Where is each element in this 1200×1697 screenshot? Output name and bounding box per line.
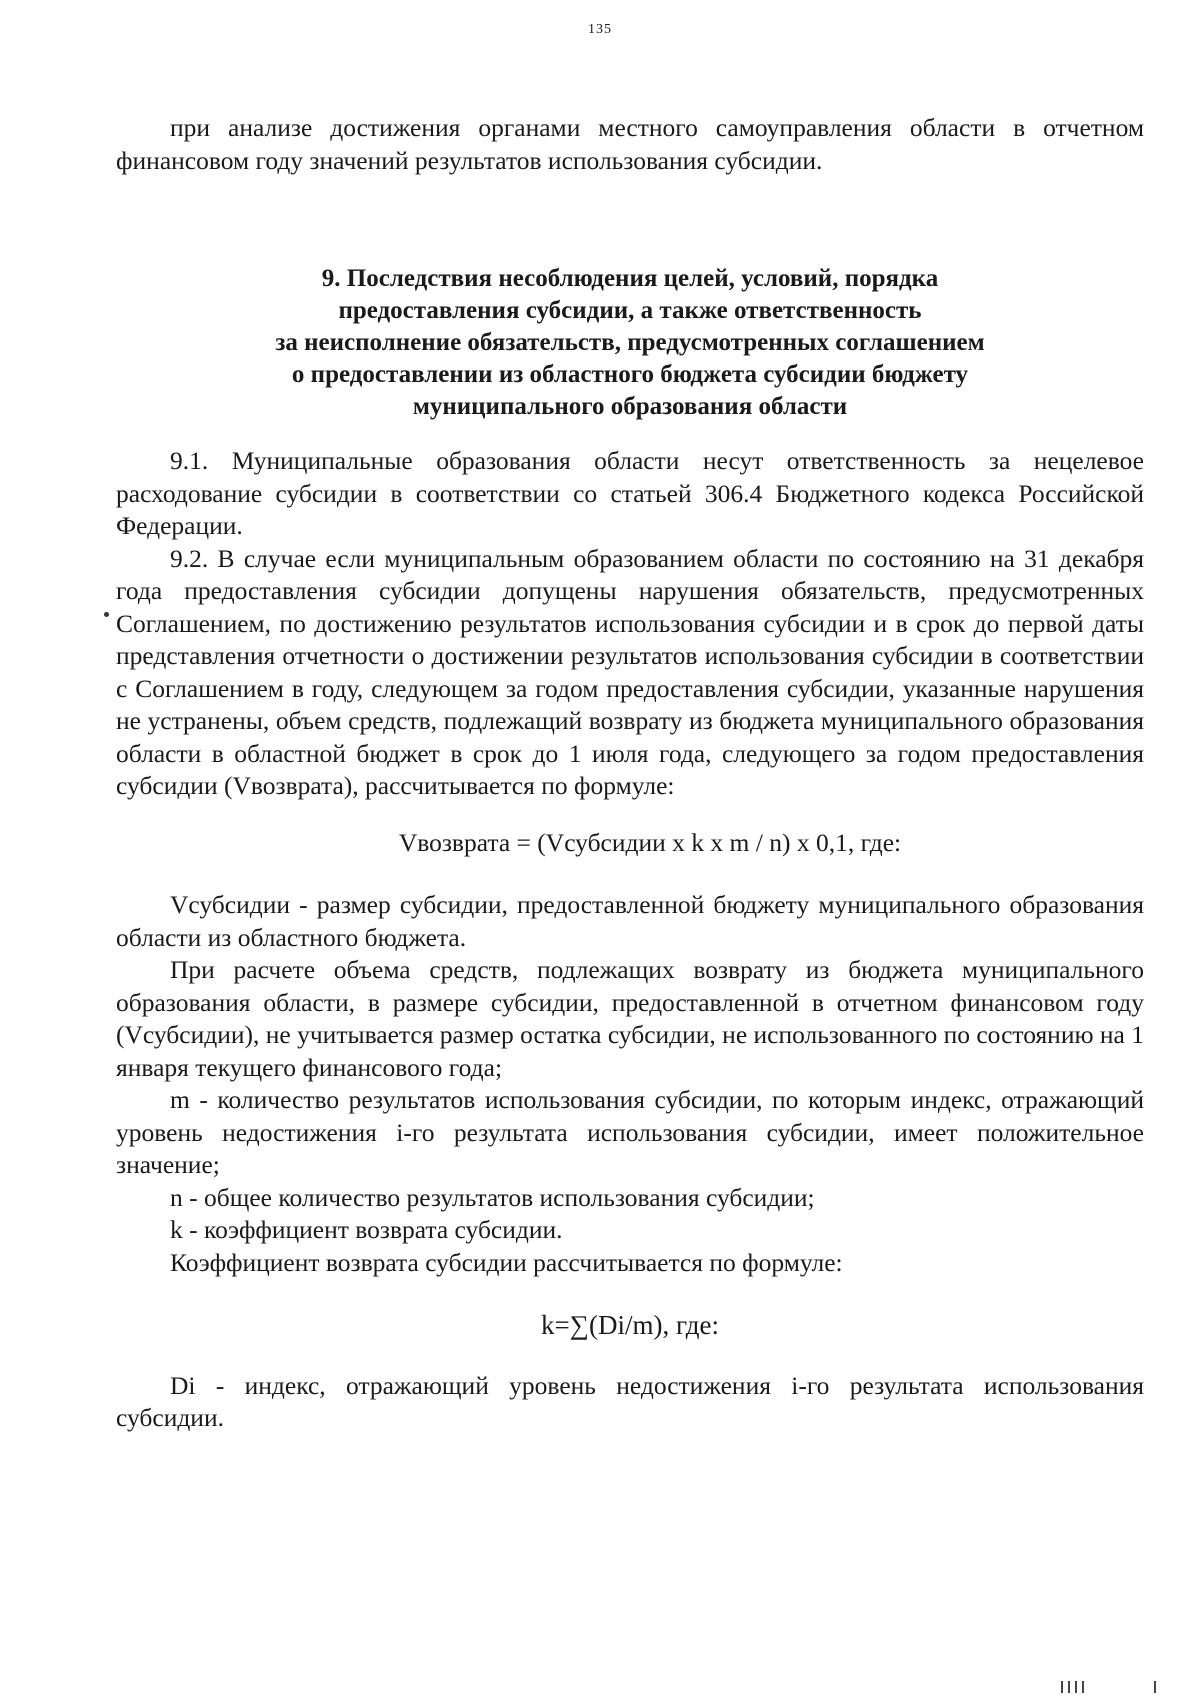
paragraph-9-1: 9.1. Муниципальные образования области несут ответственность за нецелевое расходование субсидии в соответствии со статьей 306.4 Бюджетного кодекса Российской Федерации.	[116, 446, 1144, 540]
heading-line: 9. Последствия несоблюдения целей, условий, порядка	[321, 265, 939, 292]
formula-coefficient: k=∑(Di/m), где:	[541, 1310, 719, 1340]
page-number: 135	[588, 22, 612, 37]
definition-di: Di - индекс, отражающий уровень недостижения i-го результата использования субсидии.	[116, 1370, 1144, 1432]
definition-k: k - коэффициент возврата субсидии.	[170, 1215, 563, 1244]
scan-edge-marks	[1061, 1681, 1156, 1693]
paragraph-calculation: При расчете объема средств, подлежащих возврату из бюджета муниципального образования области, в размере субсидии, предоставленной в отчетном финансовом году (Vсубсидии), не учитывается размер остатка субсидии, не использованного по состоянию на 1 января текущего финансового года;	[116, 955, 1144, 1082]
formula-return-amount: Vвозврата = (Vсубсидии х k х m / n) х 0,1, где:	[398, 827, 902, 857]
definition-m: m - количество результатов использования субсидии, по которым индекс, отражающий уровень недостижения i-го результата использования субсидии, имеет положительное значение;	[116, 1085, 1144, 1179]
intro-paragraph: при анализе достижения органами местного самоуправления области в отчетном финансовом году значений результатов использования субсидии.	[116, 113, 1144, 175]
definition-n: n - общее количество результатов использования субсидии;	[170, 1182, 815, 1212]
heading-line: муниципального образования области	[412, 393, 848, 420]
definition-vsubsidii: Vсубсидии - размер субсидии, предоставленной бюджету муниципального образования области из областного бюджета.	[116, 890, 1144, 952]
scan-dot-mark	[104, 612, 109, 617]
document-body	[116, 112, 1144, 1435]
coefficient-intro: Коэффициент возврата субсидии рассчитывается по формуле:	[170, 1247, 843, 1277]
heading-line: о предоставлении из областного бюджета субсидии бюджету	[291, 361, 969, 388]
heading-line: за неисполнение обязательств, предусмотренных соглашением	[275, 329, 985, 356]
paragraph-9-2: 9.2. В случае если муниципальным образованием области по состоянию на 31 декабря года предоставления субсидии допущены нарушения обязательств, предусмотренных Соглашением, по достижению результатов использования субсидии и в срок до первой даты представления отчетности о достижении результатов использования субсидии в соответствии с Соглашением в году, следующем за годом предоставления субсидии, указанные нарушения не устранены, объем средств, подлежащий возврату из бюджета муниципального образования области в областной бюджет в срок до 1 июля года, следующего за годом предоставления субсидии (Vвозврата), рассчитывается по формуле:	[116, 543, 1144, 800]
section-heading	[116, 263, 1144, 423]
heading-line: предоставления субсидии, а также ответственность	[338, 297, 922, 324]
